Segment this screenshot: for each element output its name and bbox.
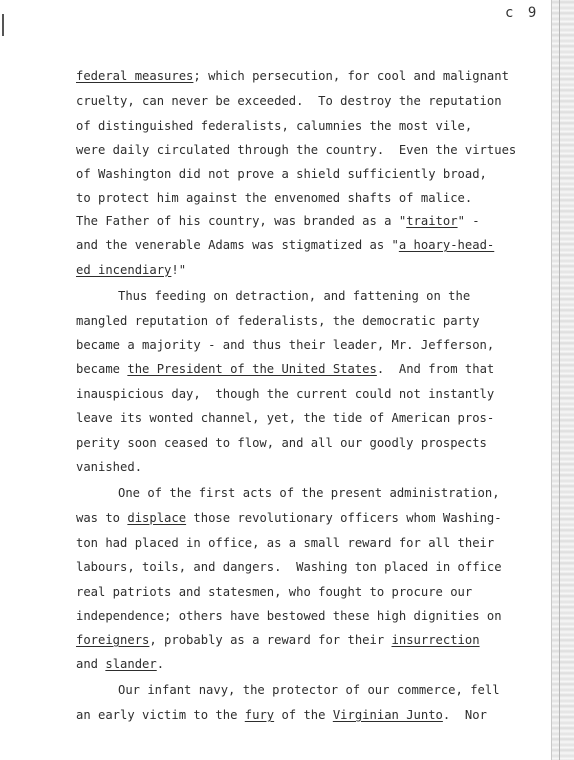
text-segment: of distinguished federalists, calumnies the most vile, — [76, 119, 473, 133]
underlined-phrase: foreigners — [76, 633, 150, 647]
text-segment: became a majority - and thus their leader, Mr. Jefferson, — [76, 338, 495, 352]
page-number: c 9 — [505, 5, 540, 21]
underlined-phrase: fury — [244, 708, 275, 722]
text-line — [76, 118, 472, 134]
text-line — [76, 584, 472, 600]
text-line — [76, 510, 502, 526]
underlined-phrase: the President of the United States — [127, 362, 377, 376]
text-line — [76, 656, 164, 672]
text-line — [76, 632, 480, 648]
text-line — [76, 166, 487, 182]
text-segment: to protect him against the envenomed shafts of malice. — [76, 191, 473, 205]
text-segment: cruelty, can never be exceeded. To destroy the reputation — [76, 94, 502, 108]
text-line — [76, 313, 480, 329]
text-line — [76, 535, 494, 551]
text-segment: " - — [457, 214, 480, 228]
underlined-phrase: slander — [105, 657, 157, 671]
text-line — [76, 142, 516, 158]
text-segment: independence; others have bestowed these high dignities on — [76, 609, 502, 623]
text-segment: ton had placed in office, as a small reward for all their — [76, 536, 495, 550]
text-segment: One of the first acts of the present administration, — [118, 486, 500, 500]
text-line — [76, 435, 487, 451]
underlined-phrase: a hoary-head- — [398, 238, 495, 252]
text-segment: inauspicious day, though the current could not instantly — [76, 387, 495, 401]
text-segment: an early victim to the — [76, 708, 245, 722]
text-line — [76, 337, 494, 353]
text-segment: Thus feeding on detraction, and fattening on the — [118, 289, 471, 303]
text-segment: was to — [76, 511, 128, 525]
text-segment: The Father of his country, was branded as a " — [76, 214, 407, 228]
underlined-phrase: displace — [127, 511, 187, 525]
text-segment: of the — [274, 708, 333, 722]
text-line — [76, 361, 494, 377]
text-line — [76, 93, 502, 109]
text-line — [76, 237, 494, 253]
text-line — [76, 68, 509, 84]
text-line — [76, 608, 502, 624]
text-segment: . Nor — [442, 708, 487, 722]
text-segment: and — [76, 657, 106, 671]
text-segment: and the venerable Adams was stigmatized as " — [76, 238, 399, 252]
underlined-phrase: insurrection — [391, 633, 480, 647]
text-segment: vanished. — [76, 460, 143, 474]
text-line — [118, 485, 500, 501]
text-segment: of Washington did not prove a shield sufficiently broad, — [76, 167, 487, 181]
text-segment: leave its wonted channel, yet, the tide of American pros- — [76, 411, 495, 425]
scanned-page-edge — [551, 0, 574, 760]
text-segment: real patriots and statesmen, who fought to procure our — [76, 585, 473, 599]
underlined-phrase: traitor — [406, 214, 458, 228]
text-line — [118, 682, 500, 698]
text-segment: ; which persecution, for cool and malignant — [193, 69, 509, 83]
text-segment: . And from that — [376, 362, 495, 376]
text-segment: !" — [171, 263, 187, 277]
text-segment: labours, toils, and dangers. Washing ton placed in office — [76, 560, 502, 574]
text-segment: , probably as a reward for their — [149, 633, 392, 647]
underlined-phrase: federal measures — [76, 69, 194, 83]
text-line — [76, 410, 494, 426]
text-segment: perity soon ceased to flow, and all our goodly prospects — [76, 436, 487, 450]
text-line — [76, 190, 472, 206]
text-segment: became — [76, 362, 128, 376]
text-line — [76, 213, 480, 229]
text-segment: Our infant navy, the protector of our commerce, fell — [118, 683, 500, 697]
text-segment: were daily circulated through the country. Even the virtues — [76, 143, 517, 157]
underlined-phrase: ed incendiary — [76, 263, 172, 277]
text-segment: . — [156, 657, 165, 671]
text-segment: mangled reputation of federalists, the democratic party — [76, 314, 480, 328]
text-line — [76, 386, 494, 402]
text-line — [76, 559, 502, 575]
underlined-phrase: Virginian Junto — [332, 708, 443, 722]
text-line — [76, 262, 186, 278]
text-line — [118, 288, 470, 304]
text-segment: those revolutionary officers whom Washing- — [186, 511, 502, 525]
text-line — [76, 459, 142, 475]
text-line — [76, 707, 487, 723]
